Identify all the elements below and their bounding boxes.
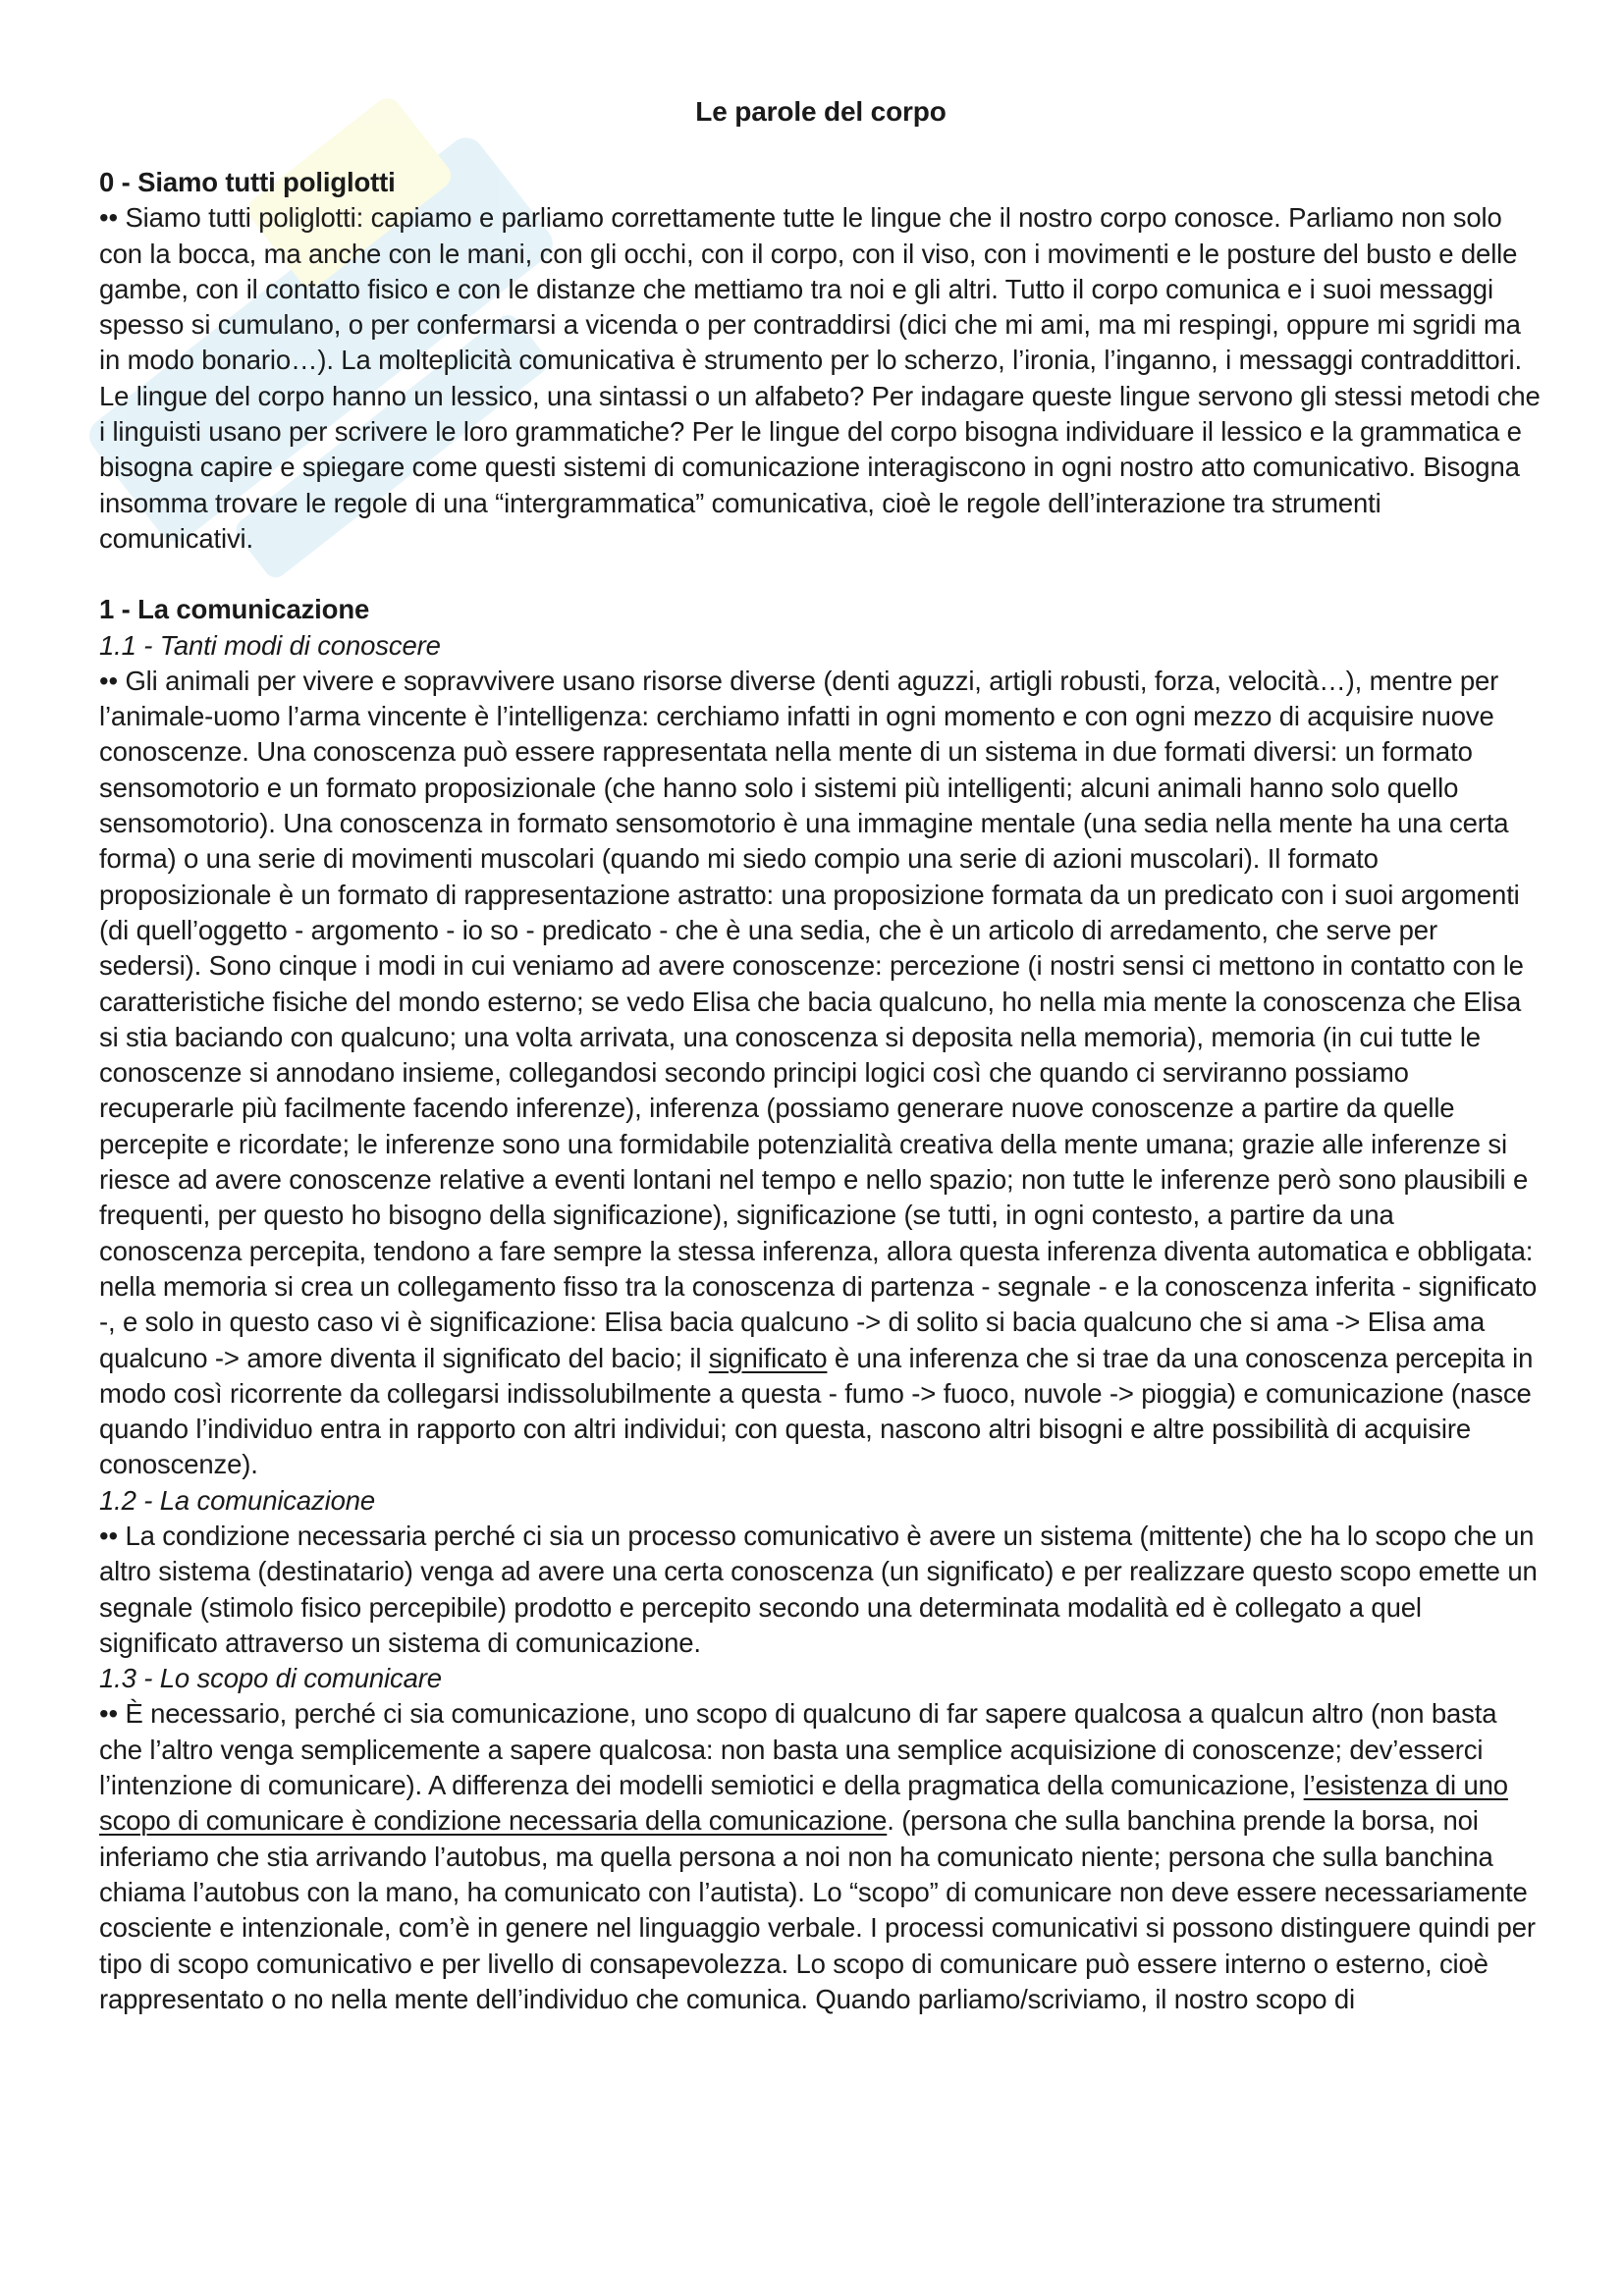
paragraph-text: •• Gli animali per vivere e sopravvivere usano risorse diverse (denti aguzzi, artigli robusti, forza, velocità…), mentre per l’animale-uomo l’arma vincente è l’intelligenza: cerchiamo infatti in ogni momento e con ogni mezzo di acquisire nuove conoscenze. Una conoscenza può essere rappresentata nella mente di un sistema in due formati diversi: un formato sensomotorio e un formato proposizionale (che hanno solo i sistemi più intelligenti; alcuni animali hanno solo quello sensomotorio). Una conoscenza in formato sensomotorio è una immagine mentale (una sedia nella mente ha una certa forma) o una serie di movimenti muscolari (quando mi siedo compio una serie di azioni muscolari). Il formato proposizionale è un formato di rappresentazione astratto: una proposizione formata da un predicato con i suoi argomenti (di quell’oggetto - argomento - io so - predicato - che è una sedia, che è un articolo di arredamento, che serve per sedersi). Sono cinque i modi in cui veniamo ad avere conoscenze: percezione (i nostri sensi ci mettono in contatto con le caratteristiche fisiche del mondo esterno; se vedo Elisa che bacia qualcuno, ho nella mia mente la conoscenza che Elisa si stia baciando con qualcuno; una volta arrivata, una conoscenza si deposita nella memoria), memoria (in cui tutte le conoscenze si annodano insieme, collegandosi secondo principi logici così che quando ci serviranno possiamo recuperarle più facilmente facendo inferenze), inferenza (possiamo generare nuove conoscenze a partire da quelle percepite e ricordate; le inferenze sono una formidabile potenzialità creativa della mente umana; grazie alle inferenze si riesce ad avere conoscenze relative a eventi lontani nel tempo e nello spazio; non tutte le inferenze però sono plausibili e frequenti, per questo ho bisogno della significazione), significazione (se tutti, in ogni contesto, a partire da una conoscenza percepita, tendono a fare sempre la stessa inferenza, allora questa inferenza diventa automatica e obbligata: nella memoria si crea un collegamento fisso tra la conoscenza di partenza - segnale - e la conoscenza inferita - significato -, e solo in questo caso vi è significazione: Elisa bacia qualcuno -> di solito si bacia qualcuno che si ama -> Elisa ama qualcuno -> amore diventa il significato del bacio; il — [99, 665, 1538, 1373]
underlined-term: significato — [708, 1342, 828, 1373]
subsection-heading-1-3: 1.3 - Lo scopo di comunicare — [99, 1663, 442, 1694]
underlined-statement: l’esistenza di uno scopo di comunicare è condizione necessaria della comunicazione — [99, 1770, 1508, 1837]
spacer — [99, 557, 1543, 592]
section-heading-0: 0 - Siamo tutti poliglotti — [99, 167, 396, 197]
document-body — [99, 94, 1543, 2017]
subsection-1-1-paragraph — [99, 664, 1543, 1483]
section-heading-1: 1 - La comunicazione — [99, 594, 370, 625]
paragraph-text: •• È necessario, perché ci sia comunicazione, uno scopo di qualcuno di far sapere qualcosa a qualcun altro (non basta che l’altro venga semplicemente a sapere qualcosa: non basta una semplice acquisizione di conoscenze; dev’esserci l’intenzione di comunicare). A differenza dei modelli semiotici e della pragmatica della comunicazione, — [99, 1698, 1497, 1801]
subsection-heading-1-2: 1.2 - La comunicazione — [99, 1484, 376, 1516]
subsection-1-3-paragraph — [99, 1696, 1543, 2017]
document-title: Le parole del corpo — [695, 96, 947, 127]
section-0-paragraph: •• Siamo tutti poliglotti: capiamo e parliamo correttamente tutte le lingue che il nostro corpo conosce. Parliamo non solo con la bocca, ma anche con le mani, con gli occhi, con il corpo, con il viso, con i movimenti e le posture del busto e delle gambe, con il contatto fisico e con le distanze che mettiamo tra noi e gli altri. Tutto il corpo comunica e i suoi messaggi spesso si cumulano, o per confermarsi a vicenda o per contraddirsi (dici che mi ami, ma mi respingi, oppure mi sgridi ma in modo bonario…). La molteplicità comunicativa è strumento per lo scherzo, l’ironia, l’inganno, i messaggi contraddittori. Le lingue del corpo hanno un lessico, una sintassi o un alfabeto? Per indagare queste lingue servono gli stessi metodi che i linguisti usano per scrivere le loro grammatiche? Per le lingue del corpo bisogna individuare il lessico e la grammatica e bisogna capire e spiegare come questi sistemi di comunicazione interagiscono in ogni nostro atto comunicativo. Bisogna insomma trovare le regole di una “intergrammatica” comunicativa, cioè le regole dell’interazione tra strumenti comunicativi. — [99, 202, 1541, 554]
paragraph-text: è una inferenza che si trae da una conoscenza percepita in modo così ricorrente da collegarsi indissolubilmente a questa - fumo -> fuoco, nuvole -> pioggia) e comunicazione (nasce quando l’individuo entra in rapporto con altri individui; con questa, nascono altri bisogni e altre possibilità di acquisire conoscenze). — [99, 1342, 1534, 1480]
subsection-heading-1-1: 1.1 - Tanti modi di conoscere — [99, 629, 441, 661]
paragraph-text: . (persona che sulla banchina prende la borsa, noi inferiamo che stia arrivando l’autobus, ma quella persona a noi non ha comunicato niente; persona che sulla banchina chiama l’autobus con la mano, ha comunicato con l’autista). Lo “scopo” di comunicare non deve essere necessariamente cosciente e intenzionale, com’è in genere nel linguaggio verbale. I processi comunicativi si possono distinguere quindi per tipo di scopo comunicativo e per livello di consapevolezza. Lo scopo di comunicare può essere interno o esterno, cioè rappresentato o no nella mente dell’individuo che comunica. Quando parliamo/scriviamo, il nostro scopo di — [99, 1805, 1536, 2014]
subsection-1-2-paragraph: •• La condizione necessaria perché ci sia un processo comunicativo è avere un sistema (mittente) che ha lo scopo che un altro sistema (destinatario) venga ad avere una certa conoscenza (un significato) e per realizzare questo scopo emette un segnale (stimolo fisico percepibile) prodotto e percepito secondo una determinata modalità ed è collegato a quel significato attraverso un sistema di comunicazione. — [99, 1520, 1538, 1658]
